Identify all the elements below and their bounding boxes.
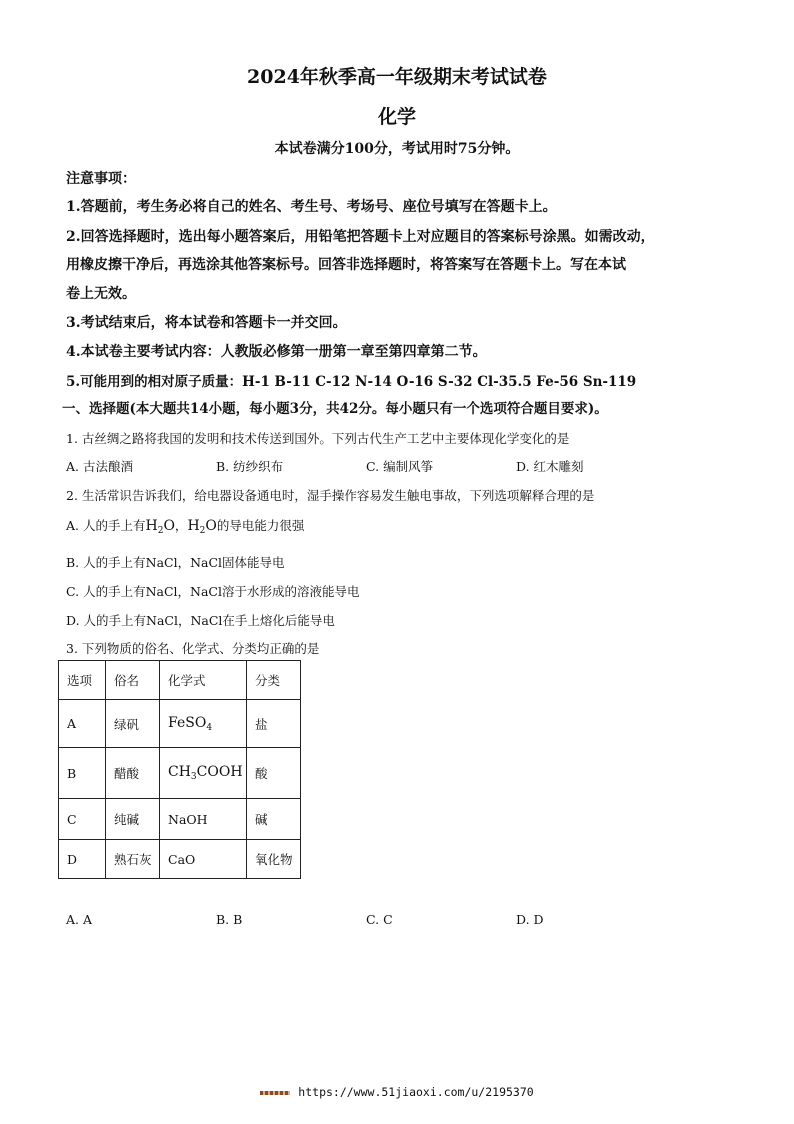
watermark-logo-icon	[260, 1091, 290, 1095]
table-cell: 氧化物	[247, 840, 301, 879]
q1-option-b: B. 纺纱织布	[216, 459, 284, 474]
q2-option-b: B. 人的手上有NaCl，NaCl固体能导电	[66, 555, 285, 570]
exam-note: 本试卷满分100分，考试用时75分钟。	[274, 141, 520, 157]
table-cell: 酸	[247, 748, 301, 799]
section-heading: 一、选择题(本大题共14小题，每小题3分，共42分。每小题只有一个选项符合题目要求)。	[62, 401, 608, 417]
table-header: 化学式	[160, 661, 247, 700]
table-cell: 盐	[247, 700, 301, 748]
table-cell: B	[59, 748, 106, 799]
table-row	[59, 799, 301, 840]
formula-h2o: $H_2O$	[145, 518, 175, 536]
atomic-mass-line: 5.可能用到的相对原子质量：H-1 B-11 C-12 N-14 O-16 S-32 Cl-35.5 Fe-56 Sn-119	[66, 374, 637, 390]
table-cell-formula: FeSO$_4$	[160, 700, 247, 748]
table-row	[59, 840, 301, 879]
table-header: 俗名	[106, 661, 160, 700]
table-cell: 熟石灰	[106, 840, 160, 879]
q3-table	[58, 660, 301, 879]
instruction-line: 2.回答选择题时，选出每小题答案后，用铅笔把答题卡上对应题目的答案标号涂黑。如需改动，	[66, 229, 655, 245]
instruction-line: 用橡皮擦干净后，再选涂其他答案标号。回答非选择题时，将答案写在答题卡上。写在本试	[66, 257, 626, 273]
q2-option-a: A. 人的手上有$H_2O$，$H_2O$的导电能力很强	[66, 518, 305, 536]
q3-option-c: C. C	[366, 912, 393, 927]
table-header: 选项	[59, 661, 106, 700]
table-cell-formula: CaO	[160, 840, 247, 879]
footer	[0, 1085, 794, 1099]
table-cell-formula: NaOH	[160, 799, 247, 840]
q3-option-a: A. A	[66, 912, 93, 927]
table-cell: 醋酸	[106, 748, 160, 799]
footer-url[interactable]: https://www.51jiaoxi.com/u/2195370	[298, 1085, 534, 1099]
q1-option-a: A. 古法酿酒	[66, 459, 133, 474]
table-cell: 碱	[247, 799, 301, 840]
table-cell: C	[59, 799, 106, 840]
q3-option-b: B. B	[216, 912, 243, 927]
instruction-line: 4.本试卷主要考试内容：人教版必修第一册第一章至第四章第二节。	[66, 344, 487, 360]
table-cell-formula: $CH_3COOH$	[160, 748, 247, 799]
q2-option-c: C. 人的手上有NaCl，NaCl溶于水形成的溶液能导电	[66, 584, 360, 599]
question-2-stem: 2. 生活常识告诉我们，给电器设备通电时，湿手操作容易发生触电事故，下列选项解释合理的是	[66, 488, 595, 503]
q1-option-c: C. 编制风筝	[366, 459, 434, 474]
table-row	[59, 748, 301, 799]
table-header: 分类	[247, 661, 301, 700]
instructions-heading: 注意事项：	[66, 171, 136, 187]
instruction-line: 3.考试结束后，将本试卷和答题卡一并交回。	[66, 315, 347, 331]
table-header-row	[59, 661, 301, 700]
q2-option-a-pre: A. 人的手上有	[66, 518, 146, 533]
table-cell: A	[59, 700, 106, 748]
question-3-stem: 3. 下列物质的俗名、化学式、分类均正确的是	[66, 641, 320, 656]
q3-option-d: D. D	[516, 912, 544, 927]
table-cell: 纯碱	[106, 799, 160, 840]
q2-option-d: D. 人的手上有NaCl，NaCl在手上熔化后能导电	[66, 613, 335, 628]
table-cell: 绿矾	[106, 700, 160, 748]
formula-h2o: $H_2O$	[187, 518, 217, 536]
exam-title: 2024年秋季高一年级期末考试试卷	[247, 66, 547, 88]
instruction-line: 卷上无效。	[66, 286, 136, 302]
instruction-line: 1.答题前，考生务必将自己的姓名、考生号、考场号、座位号填写在答题卡上。	[66, 199, 557, 215]
question-1-stem: 1. 古丝绸之路将我国的发明和技术传送到国外。下列古代生产工艺中主要体现化学变化的是	[66, 431, 570, 446]
subject-title: 化学	[377, 106, 416, 128]
table-cell: D	[59, 840, 106, 879]
q2-option-a-post: 的导电能力很强	[216, 518, 305, 533]
q1-option-d: D. 红木雕刻	[516, 459, 584, 474]
table-row	[59, 700, 301, 748]
